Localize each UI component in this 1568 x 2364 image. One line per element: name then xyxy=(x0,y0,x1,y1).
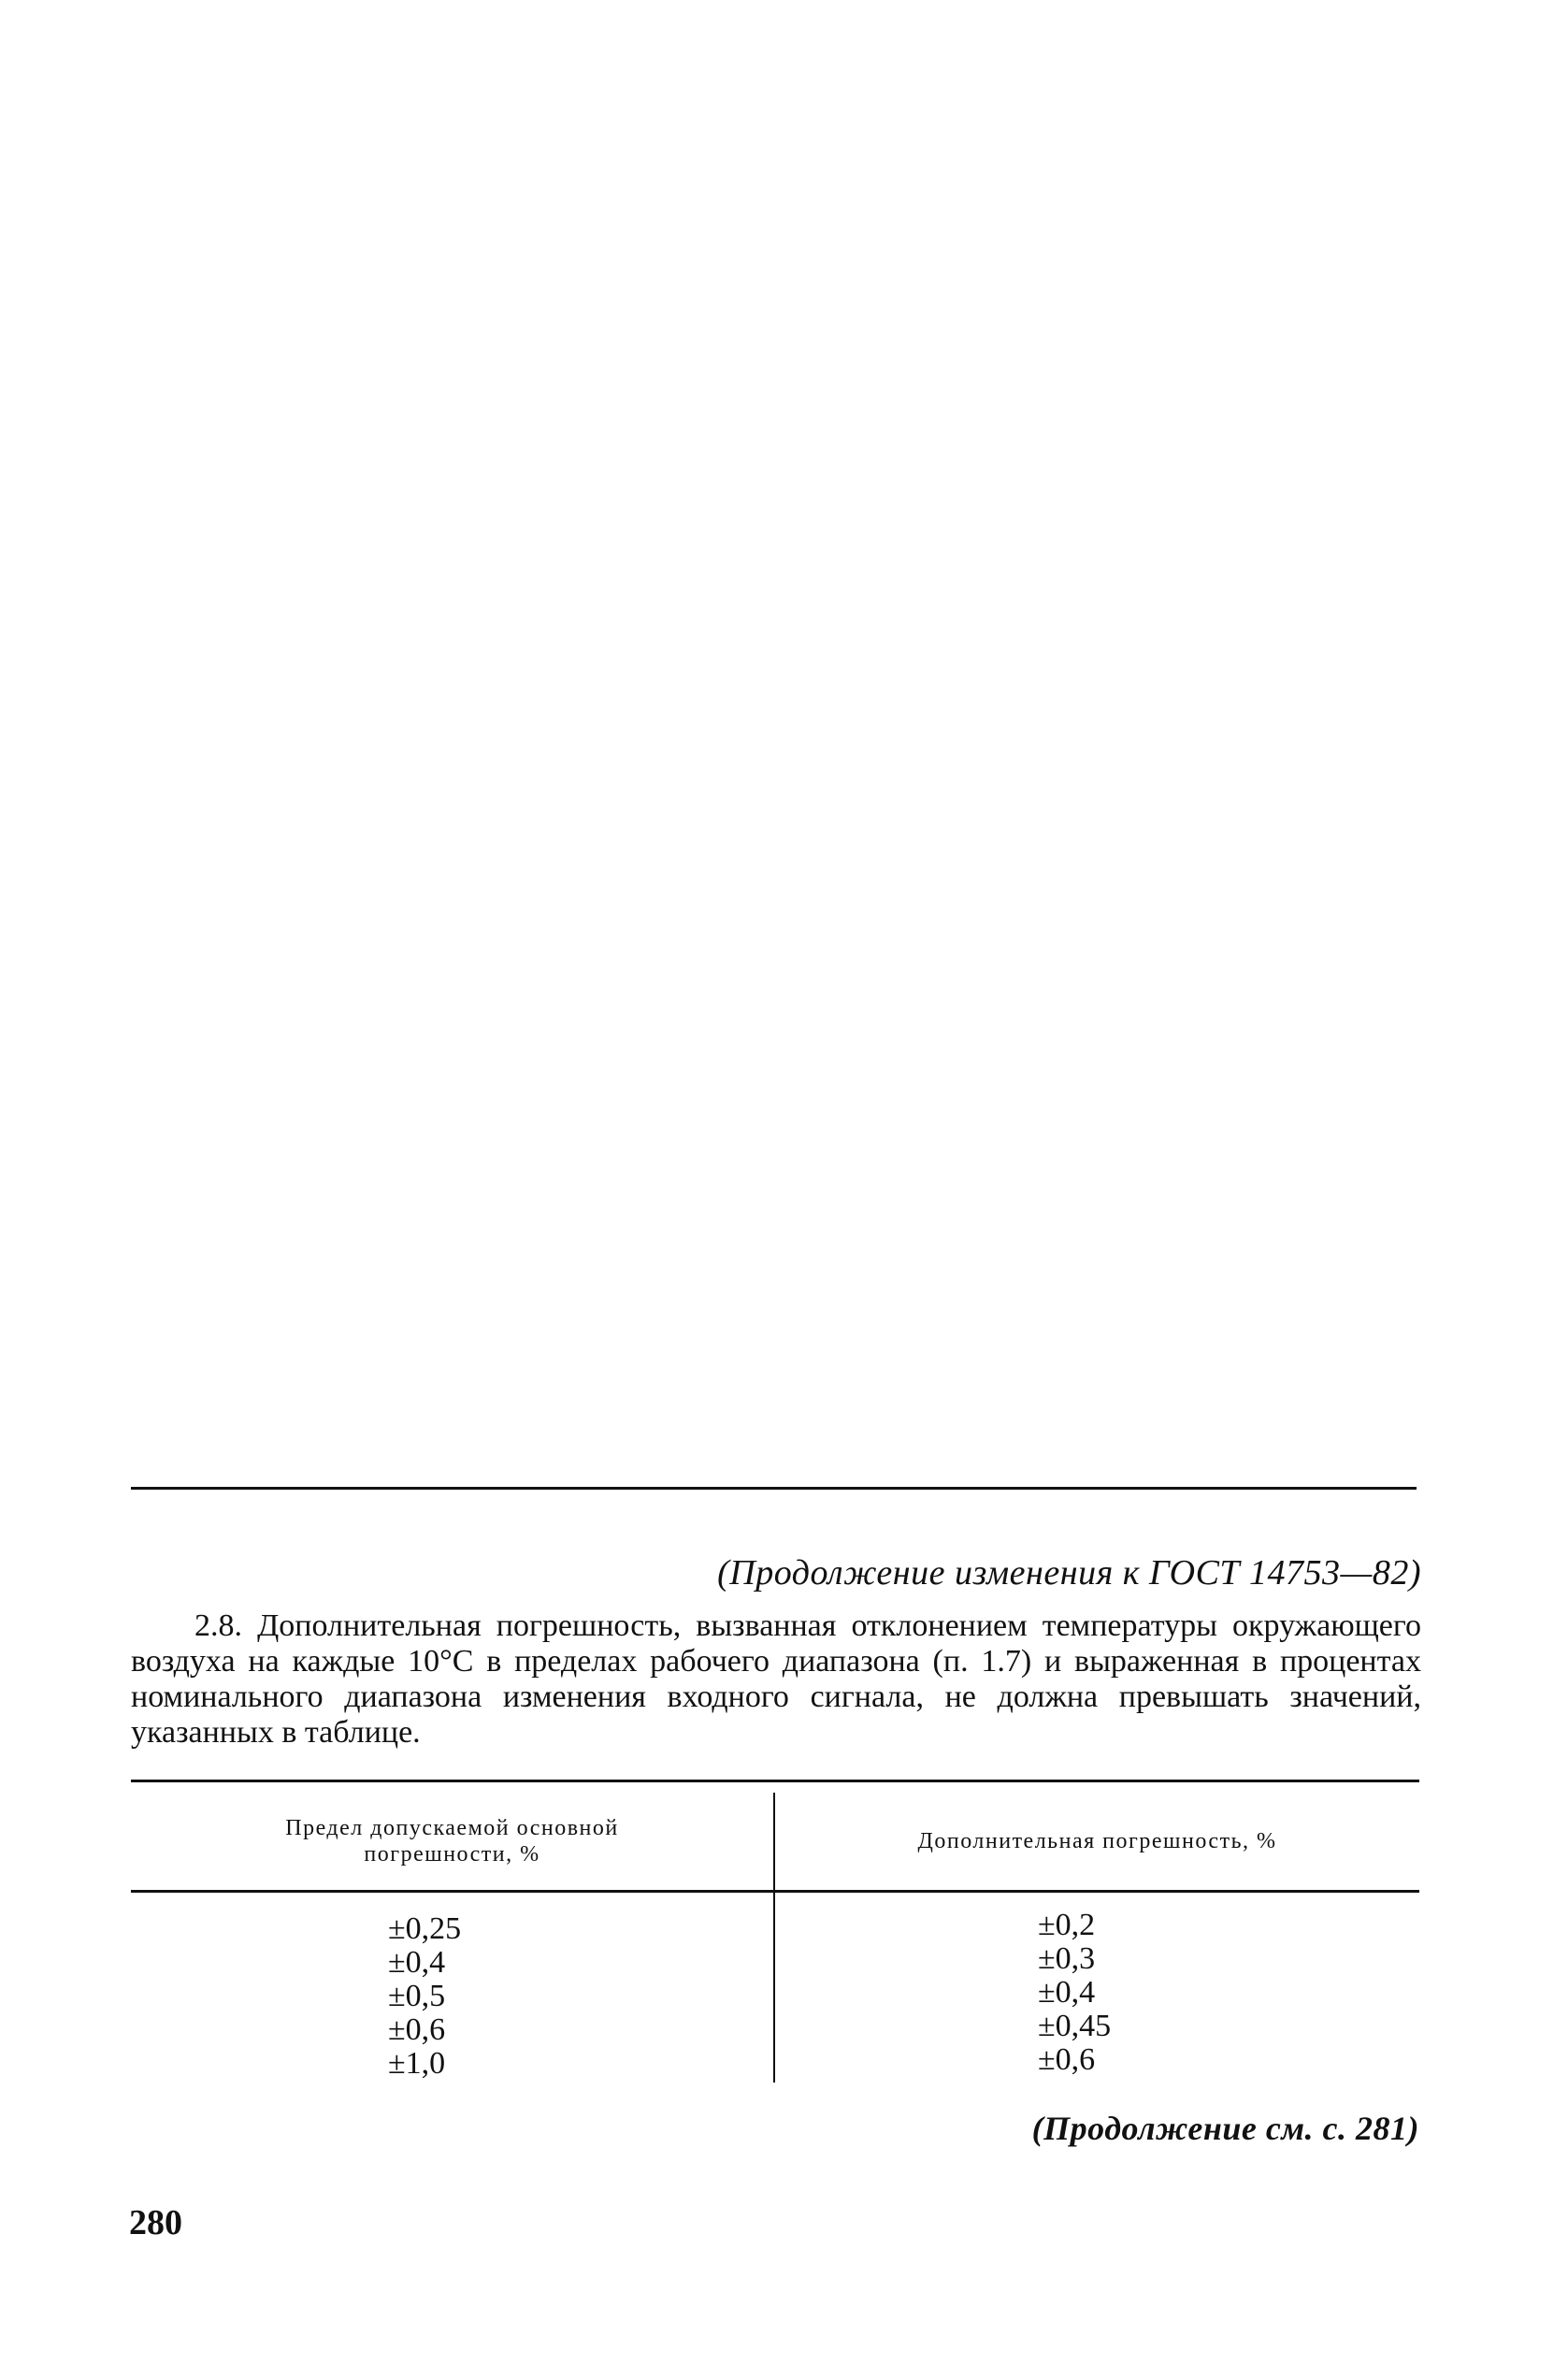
table-cell: ±0,3 xyxy=(1038,1941,1096,1976)
table-cell: ±0,6 xyxy=(388,2012,446,2047)
table-cell: ±0,45 xyxy=(1038,2009,1112,2043)
error-table xyxy=(131,1780,1419,2097)
continuation-footer: (Продолжение см. с. 281) xyxy=(1031,2110,1419,2147)
table-cell: ±0,2 xyxy=(1038,1908,1096,1942)
table-column-additional-error xyxy=(1038,1909,1111,2077)
continuation-header: (Продолжение изменения к ГОСТ 14753—82) xyxy=(717,1553,1421,1593)
table-cell: ±0,4 xyxy=(388,1945,446,1980)
table-column-basic-error xyxy=(388,1912,461,2081)
table-header-label: Дополнительная погрешность, % xyxy=(917,1829,1277,1853)
table-header-rule xyxy=(131,1890,1419,1893)
table-cell: ±1,0 xyxy=(388,2046,446,2081)
table-cell: ±0,5 xyxy=(388,1979,446,2013)
table-top-rule xyxy=(131,1780,1419,1782)
top-rule xyxy=(131,1487,1417,1490)
table-cell: ±0,25 xyxy=(388,1911,462,1946)
table-cell: ±0,6 xyxy=(1038,2042,1096,2077)
table-header-additional-error xyxy=(775,1798,1419,1884)
paragraph-2-8 xyxy=(131,1608,1421,1751)
table-header-label: Предел допускаемой основной погрешности, % xyxy=(285,1816,619,1867)
table-cell: ±0,4 xyxy=(1038,1975,1096,2010)
table-header-basic-error xyxy=(131,1798,773,1884)
page-number: 280 xyxy=(129,2203,182,2242)
paragraph-text: 2.8. Дополнительная погрешность, вызванная отклонением температуры окружающего воздуха на каждые 10°С в пределах рабочего диапазона (п. 1.7) и выраженная в процентах номинального диапазона изменения входного сигнала, не должна превышать значений, указанных в таблице. xyxy=(131,1608,1421,1750)
